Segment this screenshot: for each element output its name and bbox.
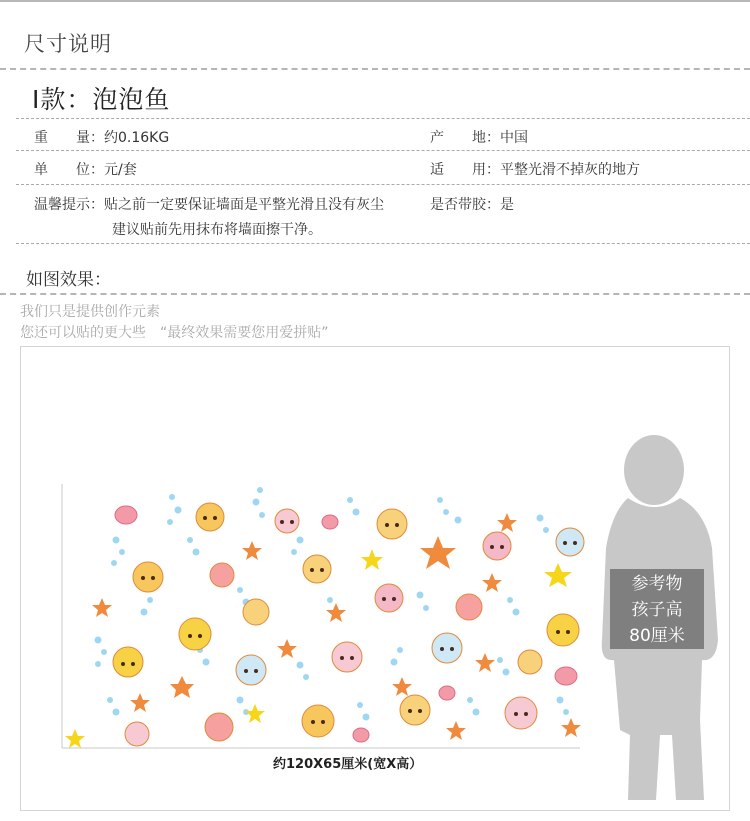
spec-label: 温馨提示：: [34, 197, 104, 213]
spec-tip-line2: 建议贴前先用抹布将墙面擦干净。: [112, 222, 322, 238]
spec-label: 产 地：: [430, 130, 500, 146]
spec-label: 重 量：: [34, 130, 104, 146]
reference-line: 参考物: [631, 574, 683, 594]
reference-line: 80厘米: [629, 626, 685, 646]
spec-value: 贴之前一定要保证墙面是平整光滑且没有灰尘: [104, 197, 384, 213]
reference-label: [610, 569, 704, 649]
effect-title: 如图效果：: [26, 270, 111, 290]
spec-label: 单 位：: [34, 162, 104, 178]
spec-value: 平整光滑不掉灰的地方: [500, 162, 640, 178]
spec-value: 约0.16KG: [104, 130, 170, 146]
fish-icon: [113, 503, 584, 746]
product-title: I款：泡泡鱼: [32, 85, 171, 114]
effect-note-1: 我们只是提供创作元素: [20, 304, 160, 320]
spec-value: 是: [500, 197, 514, 213]
spec-label: 适 用：: [430, 162, 500, 178]
size-caption: 约120X65厘米(宽X高）: [273, 757, 423, 772]
effect-note-2: 您还可以贴的更大些 “最终效果需要您用爱拼贴”: [20, 325, 329, 341]
section-title: 尺寸说明: [24, 32, 112, 56]
spec-value: 元/套: [104, 162, 137, 178]
spec-value: 中国: [500, 130, 528, 146]
spec-label: 是否带胶：: [430, 197, 500, 213]
reference-line: 孩子高: [631, 600, 683, 620]
